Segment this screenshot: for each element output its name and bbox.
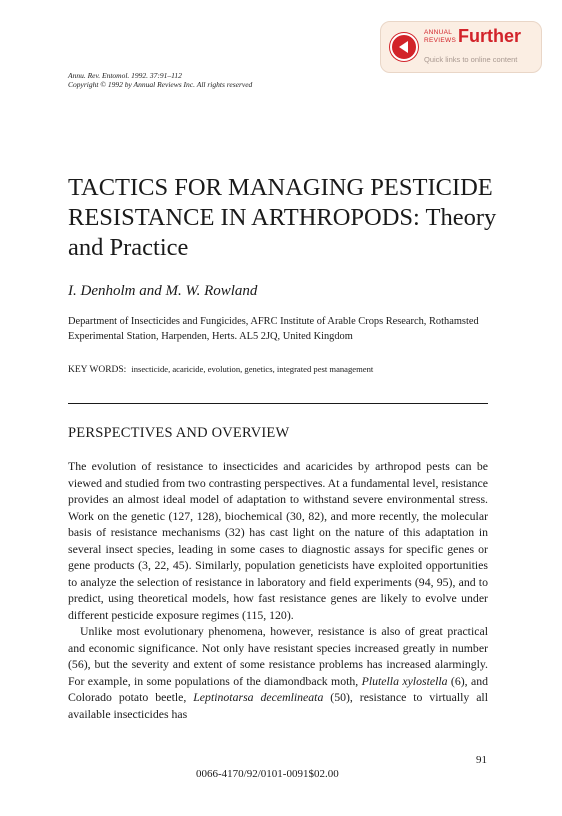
page-number: 91 <box>476 754 487 766</box>
citation-block <box>68 71 252 89</box>
keywords-line <box>68 364 373 375</box>
article-authors: I. Denholm and M. W. Rowland <box>68 283 258 299</box>
section-divider <box>68 403 488 404</box>
banner-title: Further <box>458 26 521 46</box>
arrow-left-icon <box>390 33 418 61</box>
species-name: Leptinotarsa decemlineata <box>193 690 324 704</box>
banner-subtitle: Quick links to online content <box>424 55 518 64</box>
article-title: TACTICS FOR MANAGING PESTICIDE RESISTANCE IN ARTHROPODS: Theory and Practice <box>68 174 497 261</box>
price-code: 0066-4170/92/0101-0091$02.00 <box>196 768 339 780</box>
keywords-label: KEY WORDS: <box>68 365 127 375</box>
paragraph-text: (6), and Colorado potato beetle, <box>68 673 488 704</box>
paragraph-text: (50), resistance to virtually all available insecticides has <box>68 690 488 721</box>
annual-reviews-further-banner[interactable] <box>380 21 542 73</box>
body-text <box>68 458 488 722</box>
journal-citation: Annu. Rev. Entomol. 1992. 37:91–112 <box>68 71 182 80</box>
banner-brand: ANNUAL REVIEWS <box>424 29 457 44</box>
section-heading: PERSPECTIVES AND OVERVIEW <box>68 425 290 441</box>
copyright-line: Copyright © 1992 by Annual Reviews Inc. All rights reserved <box>68 80 253 89</box>
body-paragraph <box>68 623 488 722</box>
author-affiliation: Department of Insecticides and Fungicides, AFRC Institute of Arable Crops Research, Rothamsted Experimental Station, Harpenden, Herts. AL5 2JQ, United Kingdom <box>68 316 479 342</box>
paragraph-text: Unlike most evolutionary phenomena, however, resistance is also of great practical and economic significance. Not only have resistant species increased greatly in number (56), but the severity and extent of some resistance problems has increased alarmingly. For example, in some populations of the diamondback moth, <box>68 624 488 688</box>
keywords-values: insecticide, acaricide, evolution, genetics, integrated pest management <box>131 364 374 374</box>
species-name: Plutella xylostella <box>361 673 448 688</box>
body-paragraph: The evolution of resistance to insecticides and acaricides by arthropod pests can be viewed and studied from two contrasting perspectives. At a fundamental level, resistance provides an almost ideal model of adaptation to withstand severe environmental stress. Work on the genetic (127, 128), biochemical (30, 82), and more recently, the molecular basis of resistance mechanisms (32) has cast light on the nature of this adaptation in several insect species, leading in some cases to diagnostic assays for specific genes or gene products (3, 22, 45). Similarly, population geneticists have exploited opportunities to analyze the selection of resistance in laboratory and field experiments (94, 95), and to predict, using theoretical models, how fast resistance genes are likely to evolve under different pesticide exposure regimes (115, 120). <box>68 459 488 622</box>
